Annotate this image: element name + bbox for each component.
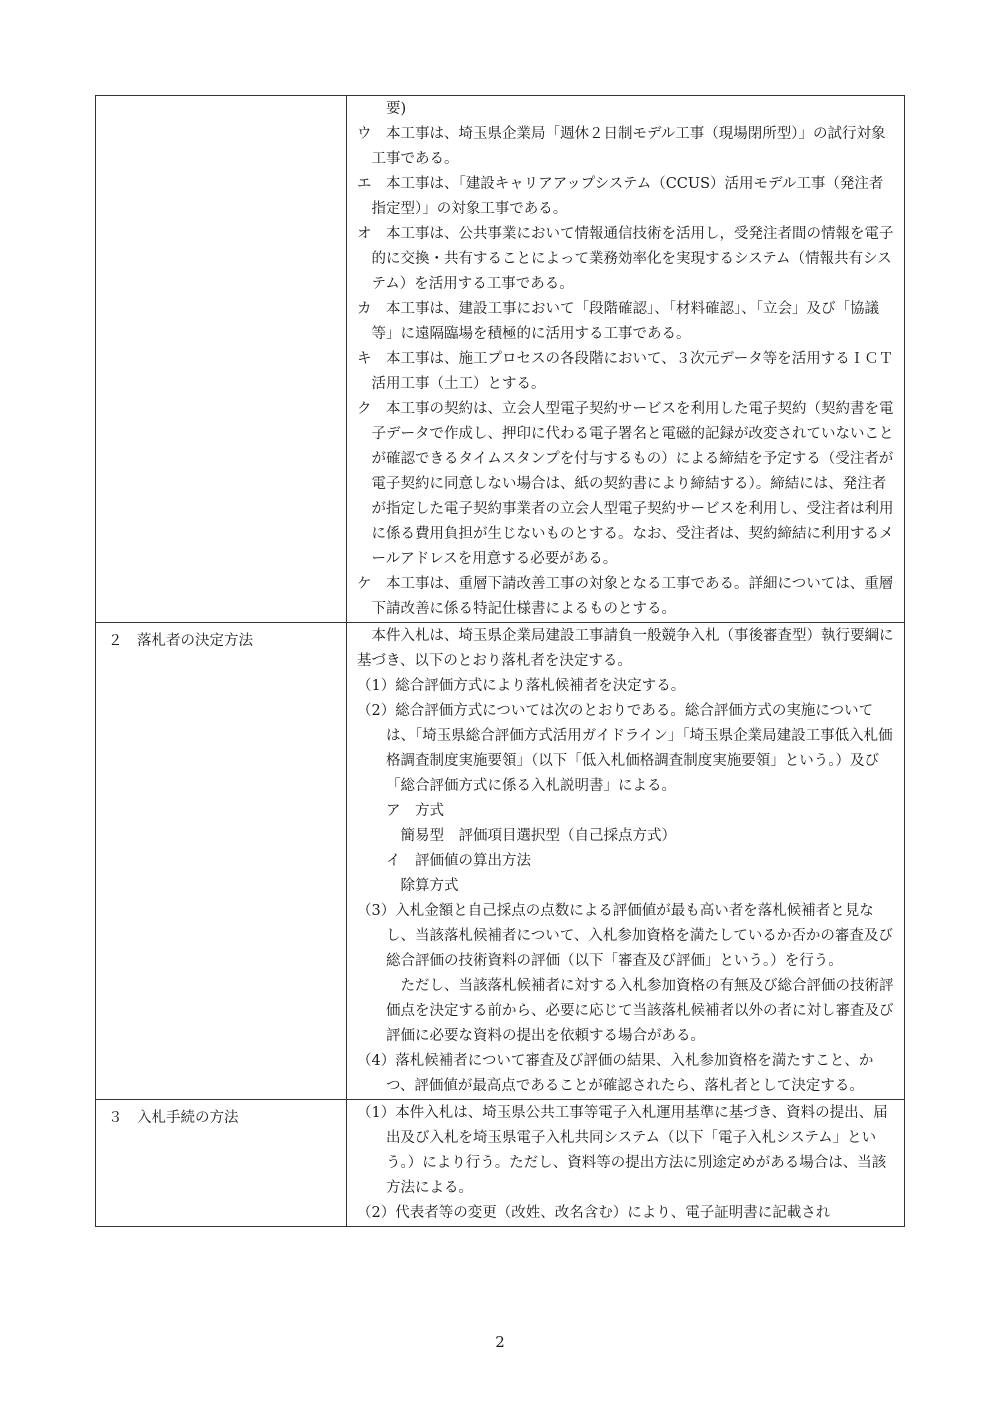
- paragraph: ただし、当該落札候補者に対する入札参加資格の有無及び総合評価の技術評価点を決定する前から、必要に応じて当該落札候補者以外の者に対し審査及び評価に必要な資料の提出を依頼する場合がある。: [386, 978, 894, 1044]
- section-content-cell: [347, 623, 905, 1100]
- paragraph: （1）総合評価方式により落札候補者を決定する。: [357, 678, 686, 694]
- paragraph: 本件入札は、埼玉県企業局建設工事請負一般競争入札（事後審査型）執行要綱に基づき、以下のとおり落札者を決定する。: [357, 628, 894, 669]
- section-label-cell: [96, 623, 347, 1100]
- paragraph: エ 本工事は、「建設キャリアアップシステム（CCUS）活用モデル工事（発注者指定型）」の対象工事である。: [357, 176, 884, 217]
- paragraph: ク 本工事の契約は、立会人型電子契約サービスを利用した電子契約（契約書を電子データで作成し、押印に代わる電子署名と電磁的記録が改変されていないことが確認できるタイムスタンプを付与するもの）による締結を予定する（受注者が電子契約に同意しない場合は、紙の契約書により締結する）。締結には、発注者が指定した電子契約事業者の立会人型電子契約サービスを利用し、受注者は利用に係る費用負担が生じないものとする。なお、受注者は、契約締結に利用するメールアドレスを用意する必要がある。: [357, 401, 894, 567]
- paragraph: （3）入札金額と自己採点の点数による評価値が最も高い者を落札候補者と見なし、当該落札候補者について、入札参加資格を満たしているか否かの審査及び総合評価の技術資料の評価（以下「審査及び評価」という。）を行う。: [357, 903, 893, 969]
- paragraph: ウ 本工事は、埼玉県企業局「週休２日制モデル工事（現場閉所型）」の試行対象工事である。: [357, 126, 886, 167]
- section-label: [96, 96, 346, 102]
- paragraph: キ 本工事は、施工プロセスの各段階において、３次元データ等を活用するＩＣＴ活用工事（土工）とする。: [357, 351, 894, 392]
- table-row: [96, 623, 905, 1100]
- section-label: ２ 落札者の決定方法: [108, 633, 253, 649]
- paragraph: （2）代表者等の変更（改姓、改名含む）により、電子証明書に記載され: [357, 1205, 831, 1221]
- paragraph: イ 評価値の算出方法: [386, 853, 531, 869]
- paragraph: 除算方式: [400, 878, 459, 894]
- paragraph: 簡易型 評価項目選択型（自己採点方式）: [400, 828, 676, 844]
- paragraph: （4）落札候補者について審査及び評価の結果、入札参加資格を満たすこと、かつ、評価値が最高点であることが確認されたら、落札者として決定する。: [357, 1053, 874, 1094]
- section-content-cell: [347, 1100, 905, 1227]
- table-row: [96, 96, 905, 623]
- section-label-cell: [96, 1100, 347, 1227]
- document-table: [95, 95, 905, 1227]
- paragraph: ケ 本工事は、重層下請改善工事の対象となる工事である。詳細については、重層下請改善に係る特記仕様書によるものとする。: [357, 576, 894, 617]
- paragraph: ア 方式: [386, 803, 444, 819]
- section-content-cell: [347, 96, 905, 623]
- section-label-cell: [96, 96, 347, 623]
- section-label: ３ 入札手続の方法: [108, 1110, 239, 1126]
- paragraph: オ 本工事は、公共事業において情報通信技術を活用し，受発注者間の情報を電子的に交換・共有することによって業務効率化を実現するシステム（情報共有システム）を活用する工事である。: [357, 226, 894, 292]
- paragraph: 要): [386, 101, 407, 117]
- paragraph: （2）総合評価方式については次のとおりである。総合評価方式の実施については、「埼玉県総合評価方式活用ガイドライン」「埼玉県企業局建設工事低入札価格調査制度実施要領」（以下「低入札価格調査制度実施要領」という。）及び「総合評価方式に係る入札説明書」による。: [357, 703, 893, 794]
- page-number: 2: [495, 1333, 505, 1351]
- paragraph: （1）本件入札は、埼玉県公共工事等電子入札運用基準に基づき、資料の提出、届出及び入札を埼玉県電子入札共同システム（以下「電子入札システム」という。）により行う。ただし、資料等の提出方法に別途定めがある場合は、当該方法による。: [357, 1105, 888, 1196]
- paragraph: カ 本工事は、建設工事において「段階確認」、「材料確認」、「立会」及び「協議等」に遠隔臨場を積極的に活用する工事である。: [357, 301, 879, 342]
- table-row: [96, 1100, 905, 1227]
